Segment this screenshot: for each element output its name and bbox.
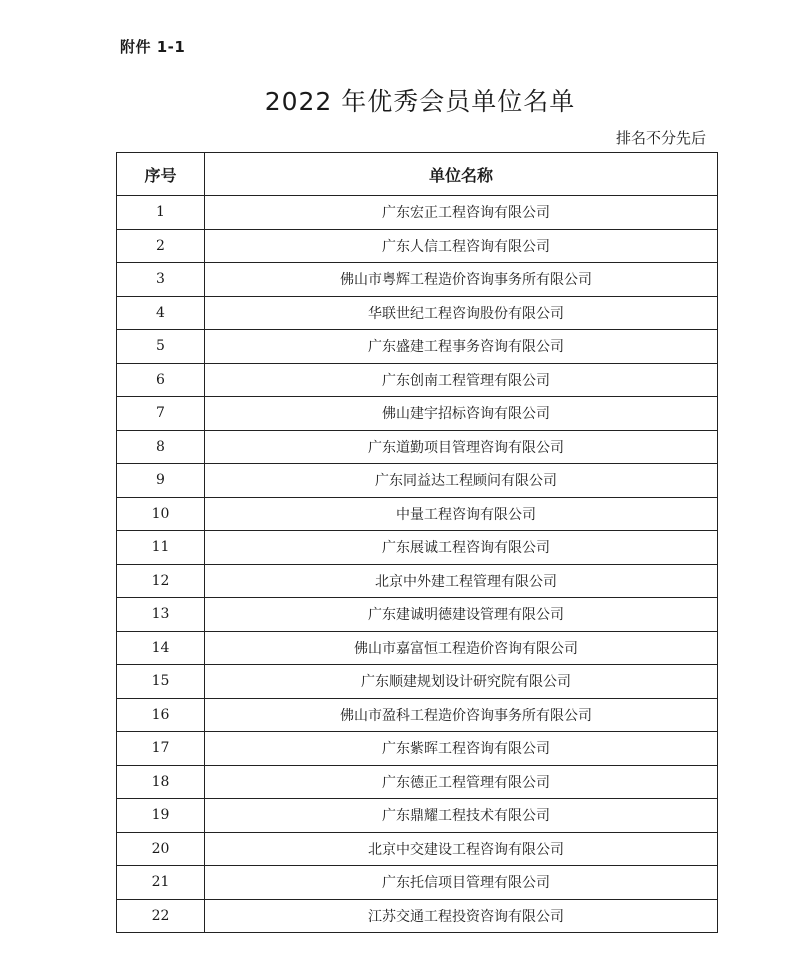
row-company-name: 广东德正工程管理有限公司: [205, 765, 718, 799]
row-seq: 9: [117, 464, 205, 498]
table-row: [117, 698, 718, 732]
row-seq: 7: [117, 397, 205, 431]
table-row: [117, 564, 718, 598]
table-row: [117, 196, 718, 230]
table-row: [117, 263, 718, 297]
table-row: [117, 899, 718, 933]
row-seq: 14: [117, 631, 205, 665]
header-seq: 序号: [117, 153, 205, 196]
row-seq: 8: [117, 430, 205, 464]
row-company-name: 广东建诚明德建设管理有限公司: [205, 598, 718, 632]
table-row: [117, 866, 718, 900]
table-row: [117, 732, 718, 766]
table-row: [117, 799, 718, 833]
row-company-name: 广东鼎耀工程技术有限公司: [205, 799, 718, 833]
row-seq: 15: [117, 665, 205, 699]
row-seq: 12: [117, 564, 205, 598]
row-company-name: 广东盛建工程事务咨询有限公司: [205, 330, 718, 364]
table-row: [117, 430, 718, 464]
row-company-name: 广东紫晖工程咨询有限公司: [205, 732, 718, 766]
row-seq: 4: [117, 296, 205, 330]
table-row: [117, 397, 718, 431]
row-seq: 22: [117, 899, 205, 933]
table-row: [117, 330, 718, 364]
row-seq: 20: [117, 832, 205, 866]
row-company-name: 北京中交建设工程咨询有限公司: [205, 832, 718, 866]
row-company-name: 北京中外建工程管理有限公司: [205, 564, 718, 598]
row-company-name: 华联世纪工程咨询股份有限公司: [205, 296, 718, 330]
row-seq: 10: [117, 497, 205, 531]
row-seq: 3: [117, 263, 205, 297]
row-company-name: 佛山市嘉富恒工程造价咨询有限公司: [205, 631, 718, 665]
row-company-name: 广东人信工程咨询有限公司: [205, 229, 718, 263]
row-seq: 18: [117, 765, 205, 799]
table-body: [117, 196, 718, 933]
table-row: [117, 531, 718, 565]
table-row: [117, 296, 718, 330]
row-seq: 21: [117, 866, 205, 900]
row-seq: 11: [117, 531, 205, 565]
row-seq: 19: [117, 799, 205, 833]
row-company-name: 江苏交通工程投资咨询有限公司: [205, 899, 718, 933]
table-row: [117, 598, 718, 632]
table-row: [117, 665, 718, 699]
row-seq: 2: [117, 229, 205, 263]
row-seq: 16: [117, 698, 205, 732]
row-seq: 5: [117, 330, 205, 364]
row-company-name: 广东顺建规划设计研究院有限公司: [205, 665, 718, 699]
attachment-label: 附件 1-1: [120, 38, 186, 56]
table-row: [117, 229, 718, 263]
table-row: [117, 363, 718, 397]
row-seq: 17: [117, 732, 205, 766]
row-company-name: 佛山市盈科工程造价咨询事务所有限公司: [205, 698, 718, 732]
row-company-name: 广东道勤项目管理咨询有限公司: [205, 430, 718, 464]
row-seq: 13: [117, 598, 205, 632]
table-row: [117, 832, 718, 866]
page-title: 2022 年优秀会员单位名单: [264, 87, 576, 116]
table-row: [117, 631, 718, 665]
table-header-row: [117, 153, 718, 196]
ranking-note: 排名不分先后: [615, 129, 706, 147]
row-company-name: 广东同益达工程顾问有限公司: [205, 464, 718, 498]
row-company-name: 佛山建宇招标咨询有限公司: [205, 397, 718, 431]
row-company-name: 中量工程咨询有限公司: [205, 497, 718, 531]
row-company-name: 广东宏正工程咨询有限公司: [205, 196, 718, 230]
member-table: [116, 152, 718, 933]
table-row: [117, 765, 718, 799]
table-row: [117, 497, 718, 531]
row-company-name: 广东展诚工程咨询有限公司: [205, 531, 718, 565]
header-name: 单位名称: [205, 153, 718, 196]
row-company-name: 广东托信项目管理有限公司: [205, 866, 718, 900]
row-seq: 6: [117, 363, 205, 397]
table-row: [117, 464, 718, 498]
row-company-name: 佛山市粤辉工程造价咨询事务所有限公司: [205, 263, 718, 297]
row-company-name: 广东创南工程管理有限公司: [205, 363, 718, 397]
row-seq: 1: [117, 196, 205, 230]
